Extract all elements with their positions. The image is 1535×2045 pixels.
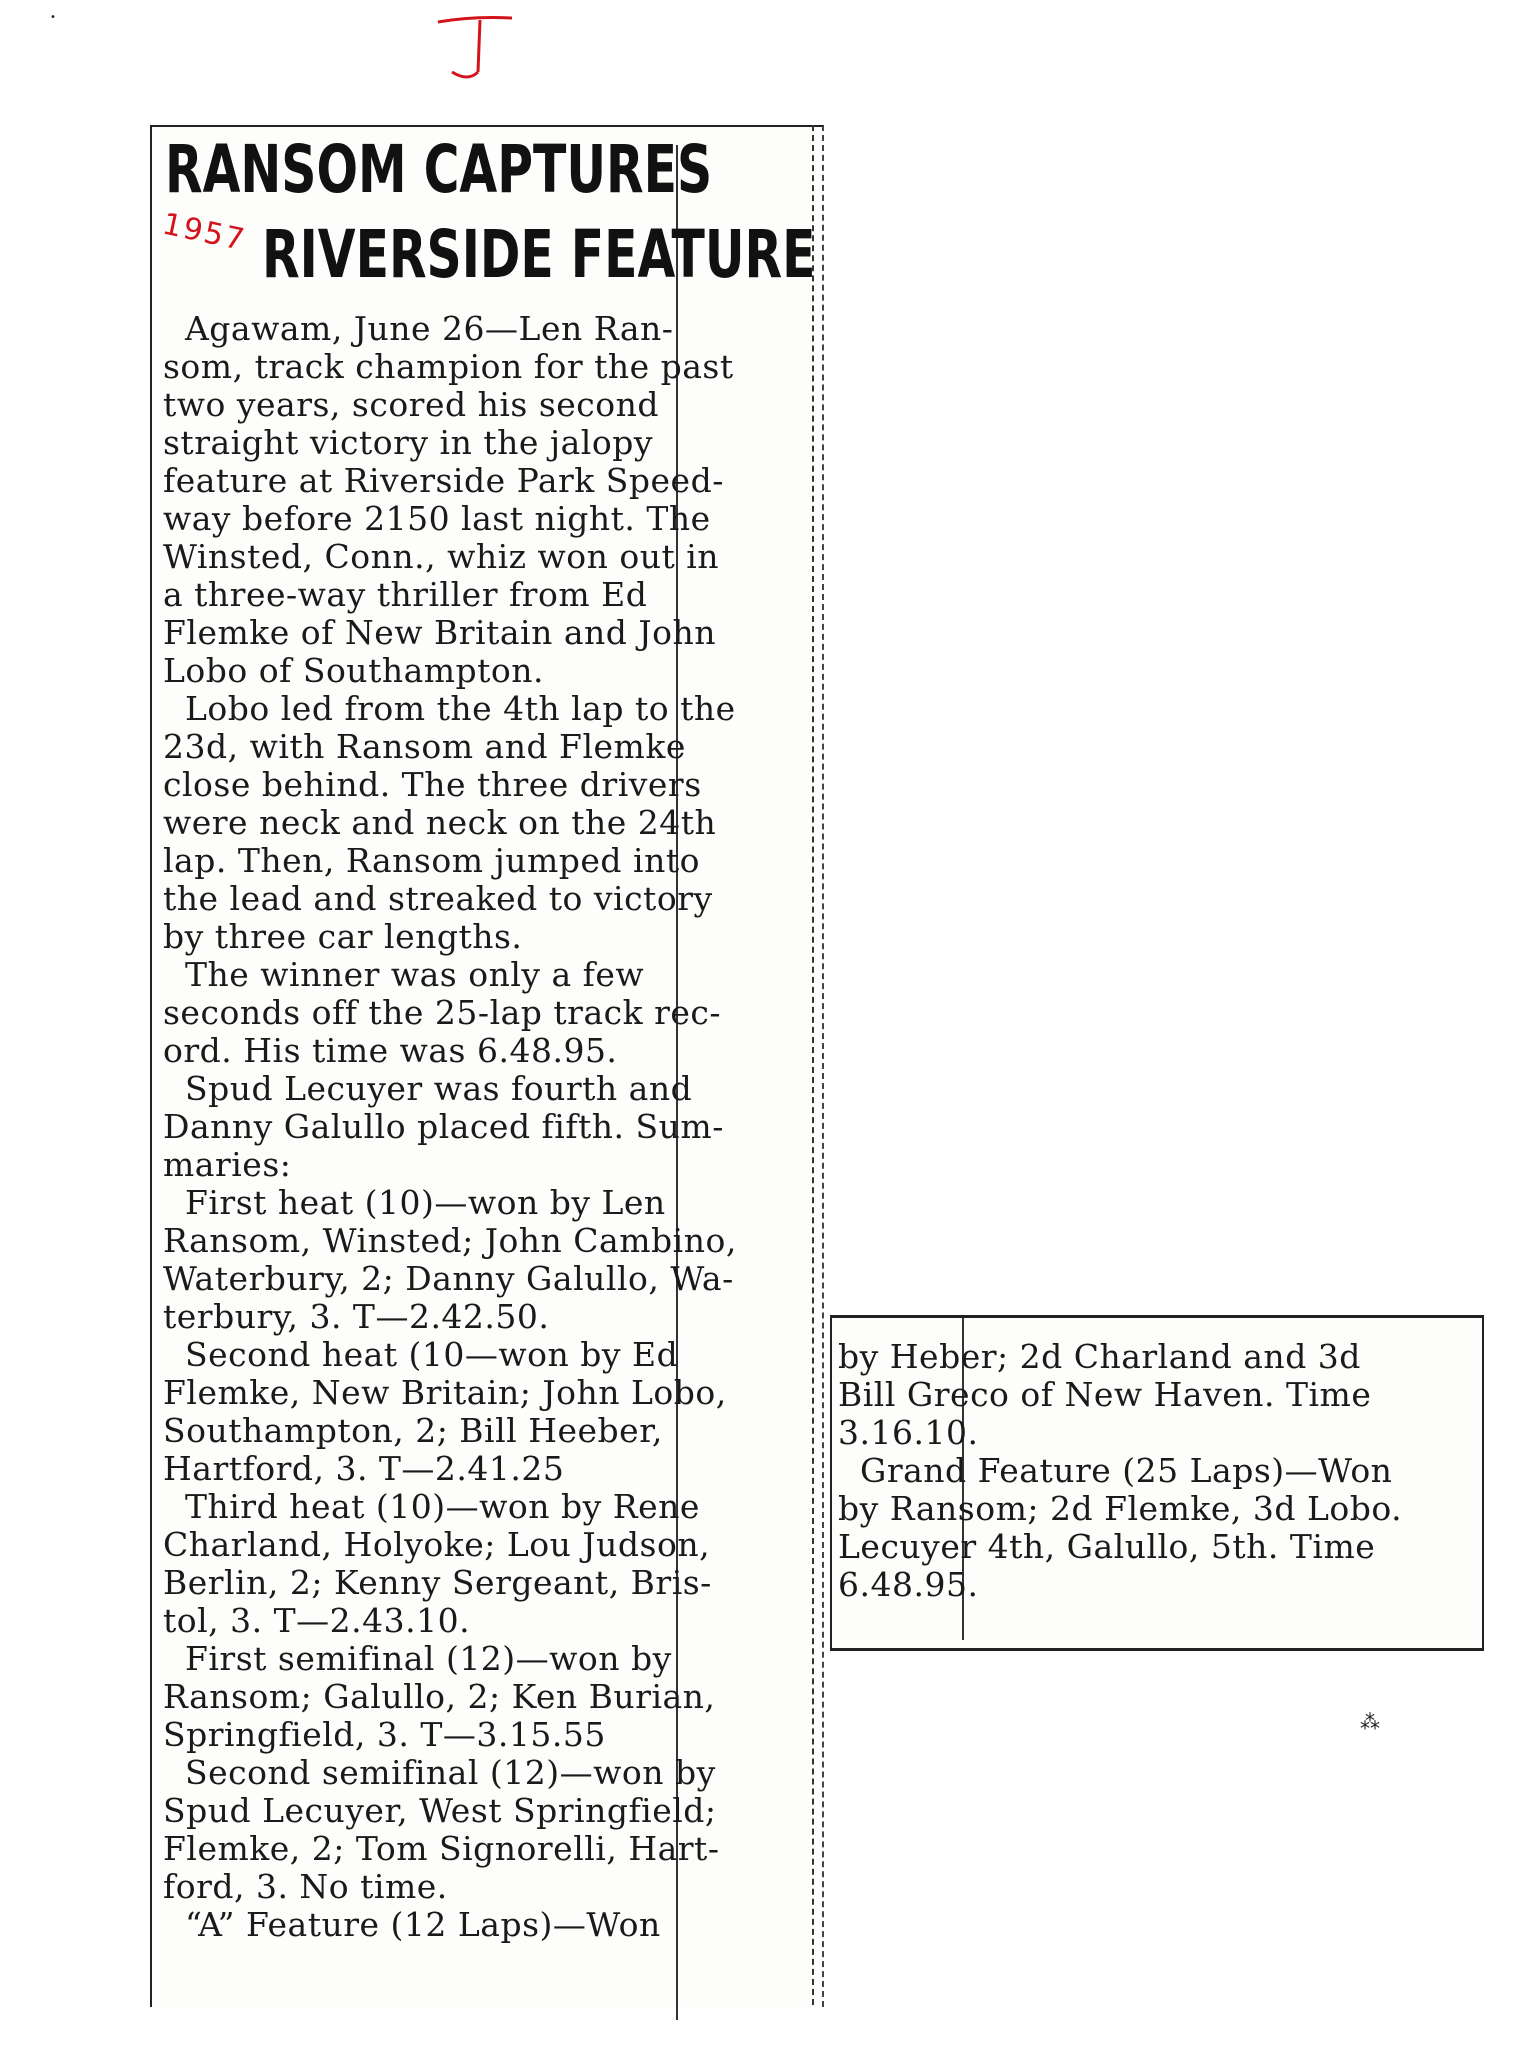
article-line: close behind. The three drivers [163,765,702,804]
article-line: by Ransom; 2d Flemke, 3d Lobo. [838,1489,1403,1528]
scan-speck: ⁂ [1360,1710,1380,1734]
headline-line-1: RANSOM CAPTURES [165,131,713,208]
scan-speck: • [50,12,56,23]
article-line: “A” Feature (12 Laps)—Won [163,1905,661,1944]
article-line: two years, scored his second [163,385,660,424]
article-line: Lecuyer 4th, Galullo, 5th. Time [838,1527,1376,1566]
article-line: Spud Lecuyer, West Springfield; [163,1791,717,1830]
article-line: 23d, with Ransom and Flemke [163,727,686,766]
article-line: Spud Lecuyer was fourth and [163,1069,693,1108]
article-line: The winner was only a few [163,955,645,994]
article-line: Ransom; Galullo, 2; Ken Burian, [163,1677,716,1716]
article-line: way before 2150 last night. The [163,499,711,538]
article-line: ford, 3. No time. [163,1867,448,1906]
article-line: a three-way thriller from Ed [163,575,648,614]
article-line: Flemke, 2; Tom Signorelli, Hart- [163,1829,720,1868]
article-line: maries: [163,1145,292,1184]
article-body-continuation [838,1338,1402,1604]
article-line: lap. Then, Ransom jumped into [163,841,700,880]
article-line: Hartford, 3. T—2.41.25 [163,1449,565,1488]
article-line: Flemke, New Britain; John Lobo, [163,1373,727,1412]
article-line: Second heat (10—won by Ed [163,1335,679,1374]
article-line: straight victory in the jalopy [163,423,653,462]
fold-line [812,125,814,2005]
article-line: Springfield, 3. T—3.15.55 [163,1715,606,1754]
article-line: Agawam, June 26—Len Ran- [163,309,674,348]
article-line: feature at Riverside Park Speed- [163,461,724,500]
article-line: Ransom, Winsted; John Cambino, [163,1221,737,1260]
article-line: were neck and neck on the 24th [163,803,717,842]
article-line: terbury, 3. T—2.42.50. [163,1297,550,1336]
handwritten-j-mark [428,10,528,110]
article-line: Winsted, Conn., whiz won out in [163,537,720,576]
article-line: the lead and streaked to victory [163,879,713,918]
article-line: Third heat (10)—won by Rene [163,1487,700,1526]
headline-line-2: RIVERSIDE FEATURE [262,216,816,293]
article-line: 3.16.10. [838,1413,979,1452]
handwritten-year: 1957 [159,206,250,259]
article-line: First semifinal (12)—won by [163,1639,672,1678]
article-line: Southampton, 2; Bill Heeber, [163,1411,663,1450]
article-line: by Heber; 2d Charland and 3d [838,1337,1361,1376]
article-line: seconds off the 25-lap track rec- [163,993,722,1032]
article-line: som, track champion for the past [163,347,734,386]
article-line: Danny Galullo placed fifth. Sum- [163,1107,724,1146]
article-line: tol, 3. T—2.43.10. [163,1601,471,1640]
article-line: Berlin, 2; Kenny Sergeant, Bris- [163,1563,712,1602]
article-line: Flemke of New Britain and John [163,613,716,652]
article-line: Waterbury, 2; Danny Galullo, Wa- [163,1259,734,1298]
article-line: Lobo of Southampton. [163,651,545,690]
article-line: ord. His time was 6.48.95. [163,1031,618,1070]
article-line: First heat (10)—won by Len [163,1183,666,1222]
article-line: Bill Greco of New Haven. Time [838,1375,1372,1414]
article-line: Grand Feature (25 Laps)—Won [838,1451,1393,1490]
article-line: 6.48.95. [838,1565,979,1604]
article-body-main [163,310,737,1944]
article-line: Charland, Holyoke; Lou Judson, [163,1525,711,1564]
article-line: Lobo led from the 4th lap to the [163,689,736,728]
article-line: by three car lengths. [163,917,523,956]
article-line: Second semifinal (12)—won by [163,1753,716,1792]
